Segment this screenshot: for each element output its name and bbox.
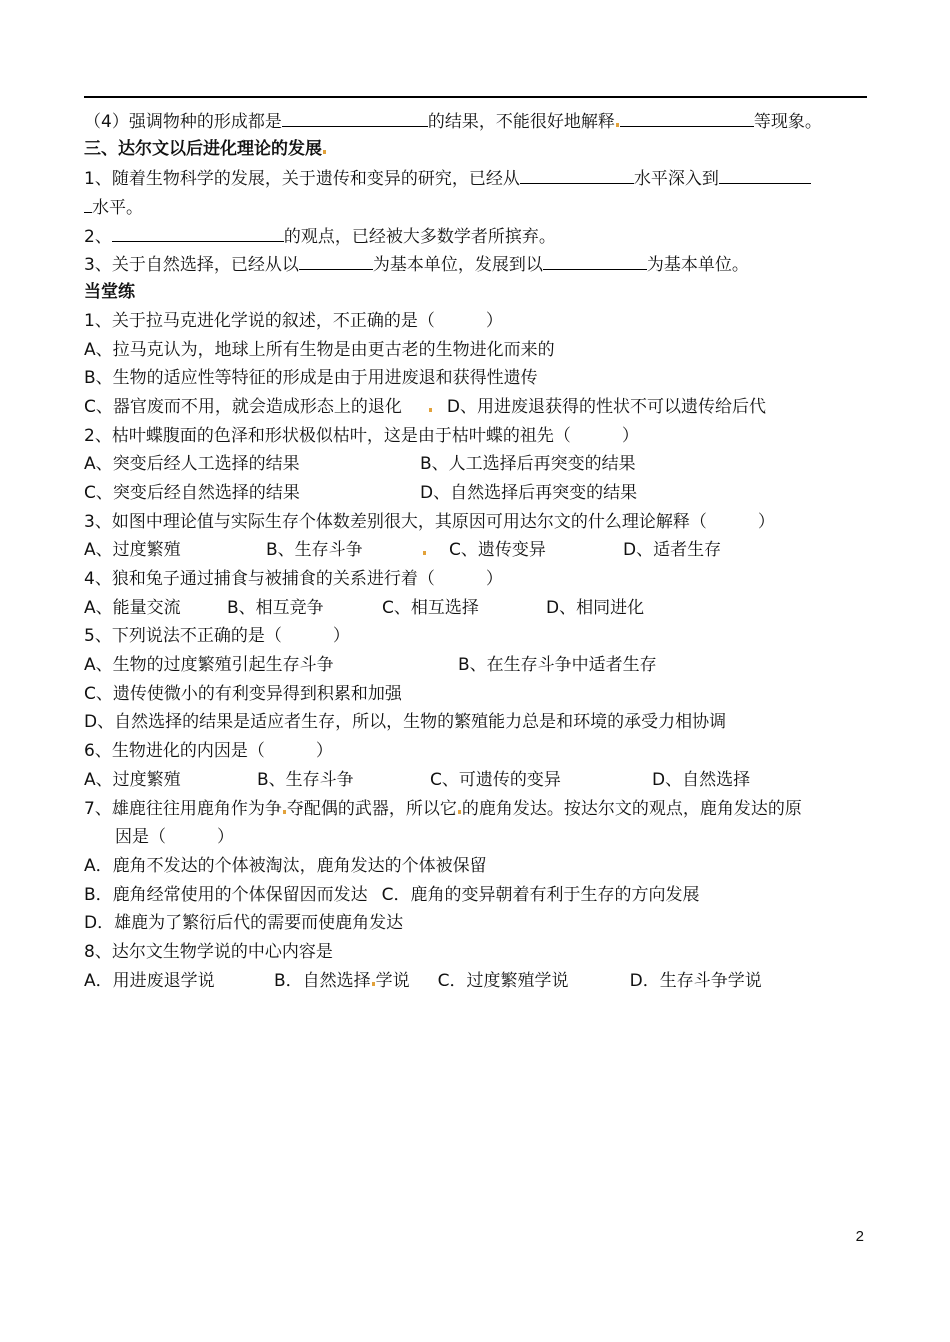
mark-dot: [323, 150, 326, 154]
q6-stem: 6、生物进化的内因是（ ）: [84, 741, 333, 762]
s3-q3-line: 3、关于自然选择，已经从以 为基本单位，发展到以 为基本单位。: [84, 249, 870, 278]
blank: [520, 163, 634, 184]
item-4-line: （4）强调物种的形成都是 的结果，不能很好地解释 等现象。: [84, 106, 870, 135]
page-number: 2: [855, 1228, 864, 1245]
practice-title: 当堂练: [84, 282, 135, 303]
blank: [282, 106, 428, 127]
q2-stem: 2、枯叶蝶腹面的色泽和形状极似枯叶，这是由于枯叶蝶的祖先（ ）: [84, 425, 639, 446]
q4-stem: 4、狼和兔子通过捕食与被捕食的关系进行着（ ）: [84, 569, 503, 589]
mark-dot: [458, 810, 461, 814]
blank: [112, 221, 284, 242]
mark-dot: [616, 123, 619, 127]
q3-options: A、过度繁殖 B、生存斗争 C、遗传变异 D、适者生存: [84, 540, 722, 561]
q3-stem: 3、如图中理论值与实际生存个体数差别很大，其原因可用达尔文的什么理论解释（ ）: [84, 511, 775, 532]
q2-options-ab: A、突变后经人工选择的结果 B、人工选择后再突变的结果: [84, 454, 636, 475]
q5-stem: 5、下列说法不正确的是（ ）: [84, 626, 350, 647]
q2-options-cd: C、突变后经自然选择的结果 D、自然选择后再突变的结果: [84, 482, 638, 503]
blank: [299, 249, 373, 270]
blank: [620, 106, 754, 127]
section-3-title: 三、达尔文以后进化理论的发展: [84, 135, 870, 164]
q5-option-d: D、自然选择的结果是适应者生存，所以，生物的繁殖能力总是和环境的承受力相协调: [84, 712, 727, 733]
q7-options-bc: B．鹿角经常使用的个体保留因而发达 C．鹿角的变异朝着有利于生存的方向发展: [84, 884, 700, 905]
q4-options: A、能量交流 B、相互竞争 C、相互选择 D、相同进化: [84, 597, 645, 618]
q7-option-d: D．雄鹿为了繁衍后代的需要而使鹿角发达: [84, 913, 404, 934]
q1-stem: 1、关于拉马克进化学说的叙述，不正确的是（ ）: [84, 310, 503, 331]
blank: [719, 163, 811, 184]
worksheet-body: [84, 106, 870, 995]
q6-options: A、过度繁殖 B、生存斗争 C、可遗传的变异 D、自然选择: [84, 769, 751, 790]
mark-dot: [423, 551, 426, 555]
mark-dot: [429, 408, 432, 412]
blank: [543, 249, 647, 270]
mark-dot: [372, 982, 375, 986]
q5-option-c: C、遗传使微小的有利变异得到积累和加强: [84, 683, 402, 704]
q8-options: A．用进废退学说 B．自然选择 学说 C．过度繁殖学说 D．生存斗争学说: [84, 970, 762, 991]
q5-options-ab: A、生物的过度繁殖引起生存斗争 B、在生存斗争中适者生存: [84, 655, 657, 676]
q7-stem-line1: 7、雄鹿往往用鹿角作为争 夺配偶的武器，所以它 的鹿角发达。按达尔文的观点，鹿角发达的原: [84, 798, 802, 819]
q1-option-b: B、生物的适应性等特征的形成是由于用进废退和获得性遗传: [84, 368, 538, 389]
mark-dot: [283, 810, 286, 814]
s3-q2-line: 2、 的观点，已经被大多数学者所摈弃。: [84, 221, 870, 250]
s3-q1-line1: 1、随着生物科学的发展，关于遗传和变异的研究，已经从 水平深入到: [84, 163, 870, 192]
q7-option-a: A．鹿角不发达的个体被淘汰，鹿角发达的个体被保留: [84, 855, 487, 876]
q1-options-cd: C、器官废而不用，就会造成形态上的退化 D、用进废退获得的性状不可以遗传给后代: [84, 396, 766, 417]
q8-stem: 8、达尔文生物学说的中心内容是: [84, 941, 333, 962]
header-rule: [84, 96, 867, 98]
s3-q1-line2: 水平。: [84, 192, 870, 221]
q1-option-a: A、拉马克认为，地球上所有生物是由更古老的生物进化而来的: [84, 339, 555, 360]
blank: [84, 192, 92, 213]
q7-stem-line2: 因是（ ）: [115, 827, 234, 848]
